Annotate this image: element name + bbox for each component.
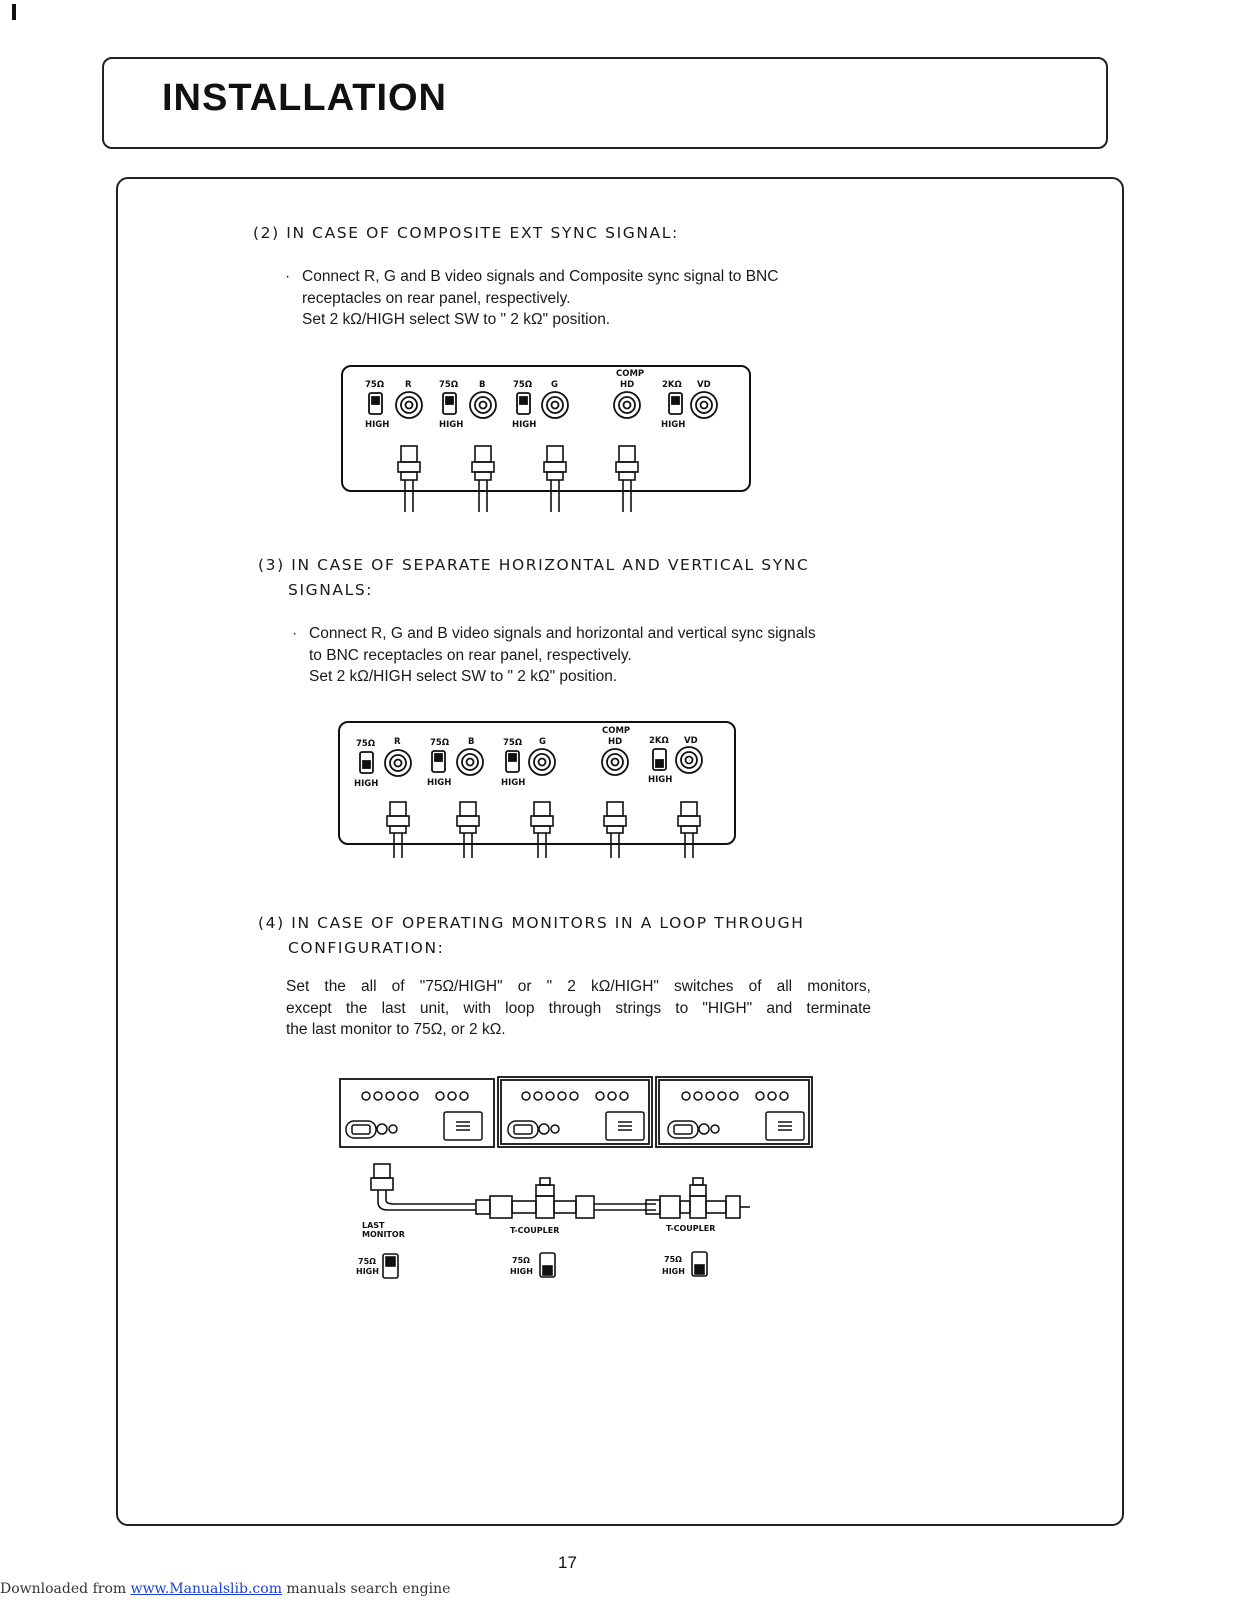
footer [0, 1581, 450, 1597]
panel-label: G [551, 380, 558, 390]
panel-label: 75Ω [356, 739, 376, 749]
page-number: 17 [558, 1553, 577, 1572]
switch-label: HIGH [510, 1267, 533, 1276]
panel-label: 2KΩ [662, 380, 682, 390]
loop-cable [371, 1164, 750, 1218]
manualslib-link[interactable]: www.Manualslib.com [130, 1581, 282, 1597]
switch-label: 75Ω [512, 1256, 530, 1265]
section-4-line-1: Set the all of "75Ω/HIGH" or " 2 kΩ/HIGH" switches of all monitors, [286, 978, 871, 995]
panel-label: HD [620, 380, 635, 390]
switch-label: HIGH [365, 420, 390, 430]
last-monitor-label: MONITOR [362, 1230, 405, 1239]
section-3-line-2: to BNC receptacles on rear panel, respectively. [309, 646, 632, 664]
panel-label: B [479, 380, 486, 390]
panel-label: 75Ω [503, 738, 523, 748]
switch-label: HIGH [354, 779, 379, 789]
panel-label: COMP [602, 726, 631, 736]
switch-label: HIGH [501, 778, 526, 788]
section-3-heading-line-2: SIGNALS: [288, 581, 374, 599]
panel-label: 75Ω [439, 380, 459, 390]
section-4-line-3: the last monitor to 75Ω, or 2 kΩ. [286, 1021, 506, 1038]
panel-label: B [468, 737, 475, 747]
section-4-line-2: except the last unit, with loop through strings to "HIGH" and terminate [286, 999, 871, 1017]
loop-through-diagram [336, 1074, 820, 1290]
page-title: INSTALLATION [162, 77, 447, 119]
panel-label: VD [684, 736, 698, 746]
section-2-body [285, 266, 779, 331]
panel-label: G [539, 737, 546, 747]
footer-prefix: Downloaded from [0, 1581, 131, 1597]
t-coupler-label: T-COUPLER [666, 1224, 716, 1233]
footer-suffix: manuals search engine [281, 1581, 451, 1597]
section-3-heading [258, 553, 809, 603]
section-4-heading-line-1: (4) IN CASE OF OPERATING MONITORS IN A LOOP THROUGH [258, 914, 805, 932]
section-4-body [286, 976, 871, 1041]
panel-label: R [405, 380, 412, 390]
bullet: · [285, 268, 291, 285]
switch-label: HIGH [356, 1267, 379, 1276]
section-3-line-1: Connect R, G and B video signals and horizontal and vertical sync signals [309, 625, 816, 642]
switch-label: HIGH [648, 775, 673, 785]
panel-label: 75Ω [365, 380, 385, 390]
composite-sync-panel-diagram [338, 360, 758, 520]
page-corner-mark [12, 4, 16, 20]
panel-label: 75Ω [430, 738, 450, 748]
last-monitor-label: LAST [362, 1221, 385, 1230]
section-2-line-2: receptacles on rear panel, respectively. [302, 289, 571, 307]
switch-label: HIGH [662, 1267, 685, 1276]
switch-label: 75Ω [664, 1255, 682, 1264]
section-4-heading [258, 911, 805, 961]
panel-label: VD [697, 380, 711, 390]
section-3-line-3: Set 2 kΩ/HIGH select SW to " 2 kΩ" position. [309, 668, 618, 685]
panel-label: HD [608, 737, 623, 747]
switch-label: HIGH [512, 420, 537, 430]
panel-label: COMP [616, 369, 645, 379]
section-2-line-1: Connect R, G and B video signals and Composite sync signal to BNC [302, 268, 779, 285]
t-coupler-label: T-COUPLER [510, 1226, 560, 1235]
bullet: · [292, 625, 298, 642]
panel-label: R [394, 737, 401, 747]
section-4-heading-line-2: CONFIGURATION: [288, 939, 445, 957]
panel-label: 2KΩ [649, 736, 669, 746]
section-3-body [292, 623, 816, 688]
section-2-line-3: Set 2 kΩ/HIGH select SW to " 2 kΩ" position. [302, 311, 611, 328]
separate-sync-panel-diagram [336, 716, 742, 866]
section-2-heading: (2) IN CASE OF COMPOSITE EXT SYNC SIGNAL: [253, 224, 679, 242]
switch-label: 75Ω [358, 1257, 376, 1266]
switch-label: HIGH [661, 420, 686, 430]
switch-label: HIGH [427, 778, 452, 788]
monitor-rear-panels [340, 1077, 812, 1147]
section-3-heading-line-1: (3) IN CASE OF SEPARATE HORIZONTAL AND VERTICAL SYNC [258, 556, 810, 574]
switch-label: HIGH [439, 420, 464, 430]
header-frame [102, 57, 1108, 149]
panel-label: 75Ω [513, 380, 533, 390]
loop-switches [383, 1252, 707, 1278]
